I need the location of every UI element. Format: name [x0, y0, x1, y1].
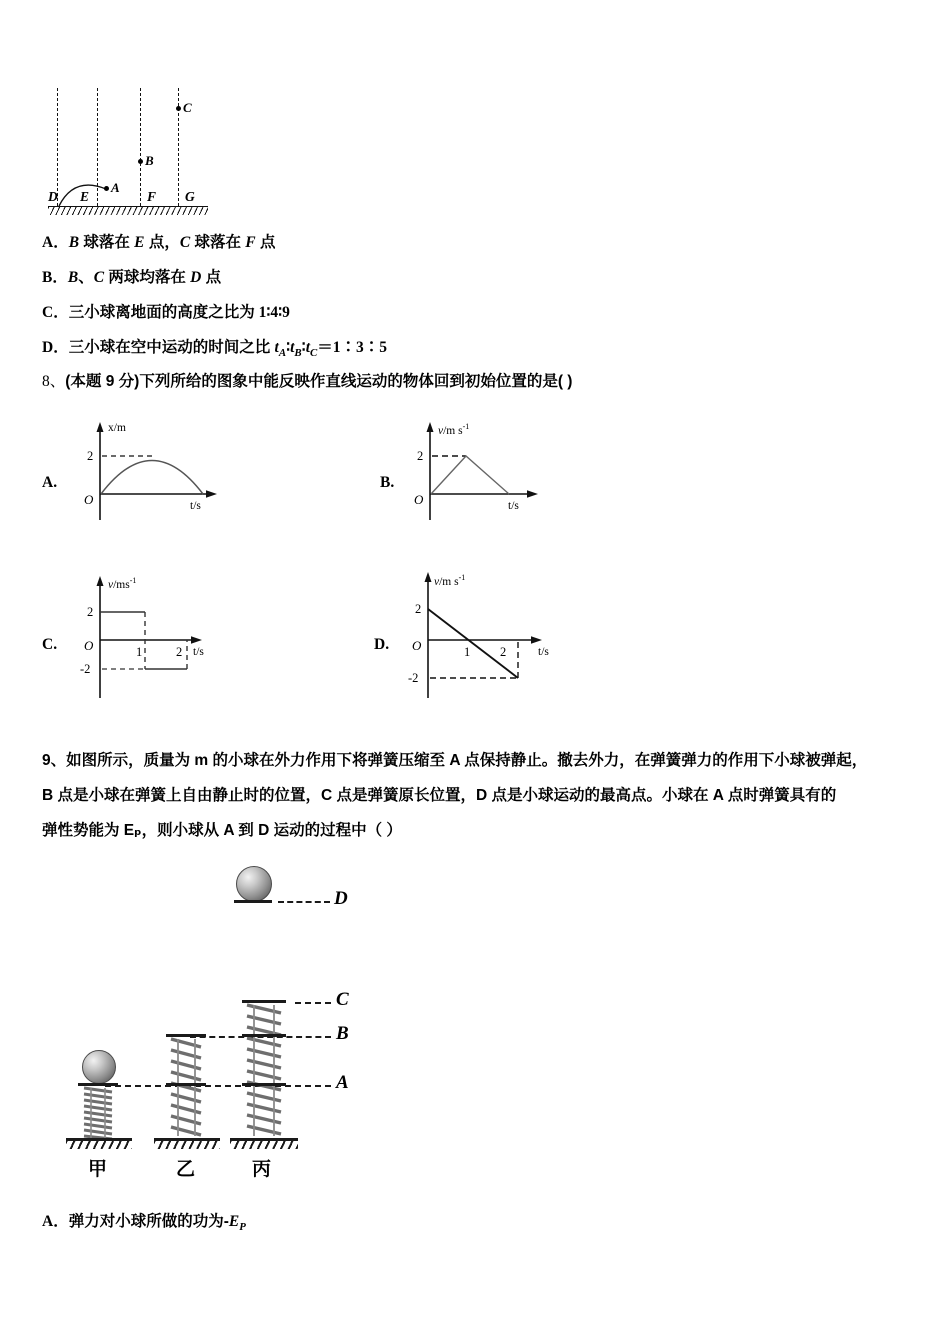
graph-d-x-tick-1: 1 — [464, 645, 471, 659]
question-8-stem — [42, 371, 572, 393]
graph-d-x-axis-label: t/s — [538, 646, 549, 658]
spring-column-1 — [78, 1086, 118, 1141]
question-8-marks: (本题 9 分) — [65, 373, 140, 390]
graph-c-y-tick-2: 2 — [87, 605, 94, 619]
question-9-line-1: 9、如图所示，质量为 m 的小球在外力作用下将弹簧压缩至 A 点保持静止。撤去外力，在弹簧弹力的作用下小球被弹起， — [42, 752, 868, 769]
q7-option-d: D．三小球在空中运动的时间之比 $t_A∶t_B∶t_C=1∶3∶5$ — [42, 339, 388, 360]
column-label-2: 乙 — [176, 1159, 196, 1180]
ground-label-e: E — [80, 189, 90, 204]
q7-option-c: C．三小球离地面的高度之比为 1∶4∶9 — [42, 304, 290, 321]
level-label-c: C — [336, 989, 349, 1010]
graph-d-x-tick-2: 2 — [500, 645, 507, 659]
floor-hatching-column-3 — [230, 1140, 298, 1149]
ball-at-d — [236, 866, 272, 902]
plate-column-2-mid — [166, 1083, 206, 1086]
question-9-line-2: B 点是小球在弹簧上自由静止时的位置，C 点是弹簧原长位置，D 点是小球运动的最高点。小球在 A 点时弹簧具有的 — [42, 787, 837, 804]
ground-label-g: G — [185, 189, 195, 204]
q9-option-a: A．弹力对小球所做的功为$-E_P$ — [42, 1213, 246, 1234]
question-9-line-3: 弹性势能为 Eₚ，则小球从 A 到 D 运动的过程中（ ） — [42, 822, 402, 839]
q7-option-c-letter: C． — [42, 304, 69, 321]
q8-option-b-graph — [378, 412, 608, 522]
q7-option-a-letter: A． — [42, 234, 69, 251]
point-b-label: B — [145, 153, 154, 168]
graph-d-y-axis-label: v/m $s^{-1}$ — [434, 573, 466, 588]
graph-b-y-tick-2: 2 — [417, 449, 424, 463]
point-b-dot — [138, 159, 143, 164]
level-label-b: B — [336, 1023, 349, 1044]
point-a-dot — [104, 186, 109, 191]
plate-column-3-b — [242, 1034, 286, 1037]
graph-b-origin-label: O — [414, 492, 424, 507]
q8-option-a-letter: A. — [42, 474, 58, 491]
graph-a-svg — [40, 412, 270, 522]
ground-label-d: D — [48, 189, 58, 204]
level-line-c — [295, 1002, 331, 1004]
q7-option-a: A．B 球落在 E 点，C 球落在 F 点 — [42, 234, 276, 251]
q7-option-b: B．B、C 两球均落在 D 点 — [42, 269, 222, 286]
graph-c-svg — [40, 568, 270, 703]
level-line-d — [278, 901, 330, 903]
q8-option-a-graph — [40, 412, 270, 522]
graph-b-x-axis-label: t/s — [508, 500, 519, 512]
spring-column-3 — [242, 1002, 286, 1140]
graph-d-y-tick-neg2: -2 — [408, 671, 419, 685]
point-a-label: A — [111, 180, 120, 195]
ground-hatching — [48, 207, 208, 215]
spring-ball-figure — [60, 862, 390, 1192]
q8-option-c-graph — [40, 568, 270, 703]
graph-a-y-axis-label: x/m — [108, 422, 126, 434]
q9-option-a-letter: A． — [42, 1213, 69, 1230]
graph-c-y-axis-label: $v/ms^{-1}$ — [108, 576, 137, 591]
ball-column-1 — [82, 1050, 116, 1084]
q7-option-b-letter: B． — [42, 269, 68, 286]
graph-c-y-tick-neg2: -2 — [80, 662, 91, 676]
level-label-d: D — [334, 888, 348, 909]
plate-column-3-a — [242, 1083, 286, 1086]
graph-c-origin-label: O — [84, 638, 94, 653]
graph-c-x-tick-2: 2 — [176, 645, 183, 659]
question-8-number: 8、 — [42, 373, 66, 390]
level-label-a: A — [336, 1072, 349, 1093]
graph-d-y-tick-2: 2 — [415, 602, 422, 616]
q8-option-d-graph — [372, 568, 612, 703]
graph-b-y-axis-label: v/m $s^{-1}$ — [438, 422, 470, 437]
graph-a-x-axis-label: t/s — [190, 500, 201, 512]
floor-hatching-column-2 — [154, 1140, 220, 1149]
point-c-label: C — [183, 100, 192, 115]
graph-c-x-tick-1: 1 — [136, 645, 143, 659]
level-line-a — [105, 1085, 331, 1087]
ground-label-f: F — [147, 189, 157, 204]
column-label-1: 甲 — [88, 1159, 108, 1180]
q8-option-b-letter: B. — [380, 474, 395, 491]
graph-a-y-tick-2: 2 — [87, 449, 94, 463]
q8-option-c-letter: C. — [42, 636, 58, 653]
plate-at-d — [234, 900, 272, 903]
graph-d-origin-label: O — [412, 638, 422, 653]
projectile-landing-figure — [48, 88, 248, 218]
graph-b-svg — [378, 412, 608, 522]
spring-column-2 — [166, 1036, 206, 1140]
q7-option-d-letter: D． — [42, 339, 69, 356]
graph-a-origin-label: O — [84, 492, 94, 507]
column-label-3: 丙 — [252, 1159, 272, 1180]
graph-c-x-axis-label: t/s — [193, 646, 204, 658]
q8-option-d-letter: D. — [374, 636, 390, 653]
floor-hatching-column-1 — [66, 1140, 132, 1149]
point-c-dot — [176, 106, 181, 111]
question-8-text: 下列所给的图象中能反映作直线运动的物体回到初始位置的是( ) — [139, 373, 573, 390]
